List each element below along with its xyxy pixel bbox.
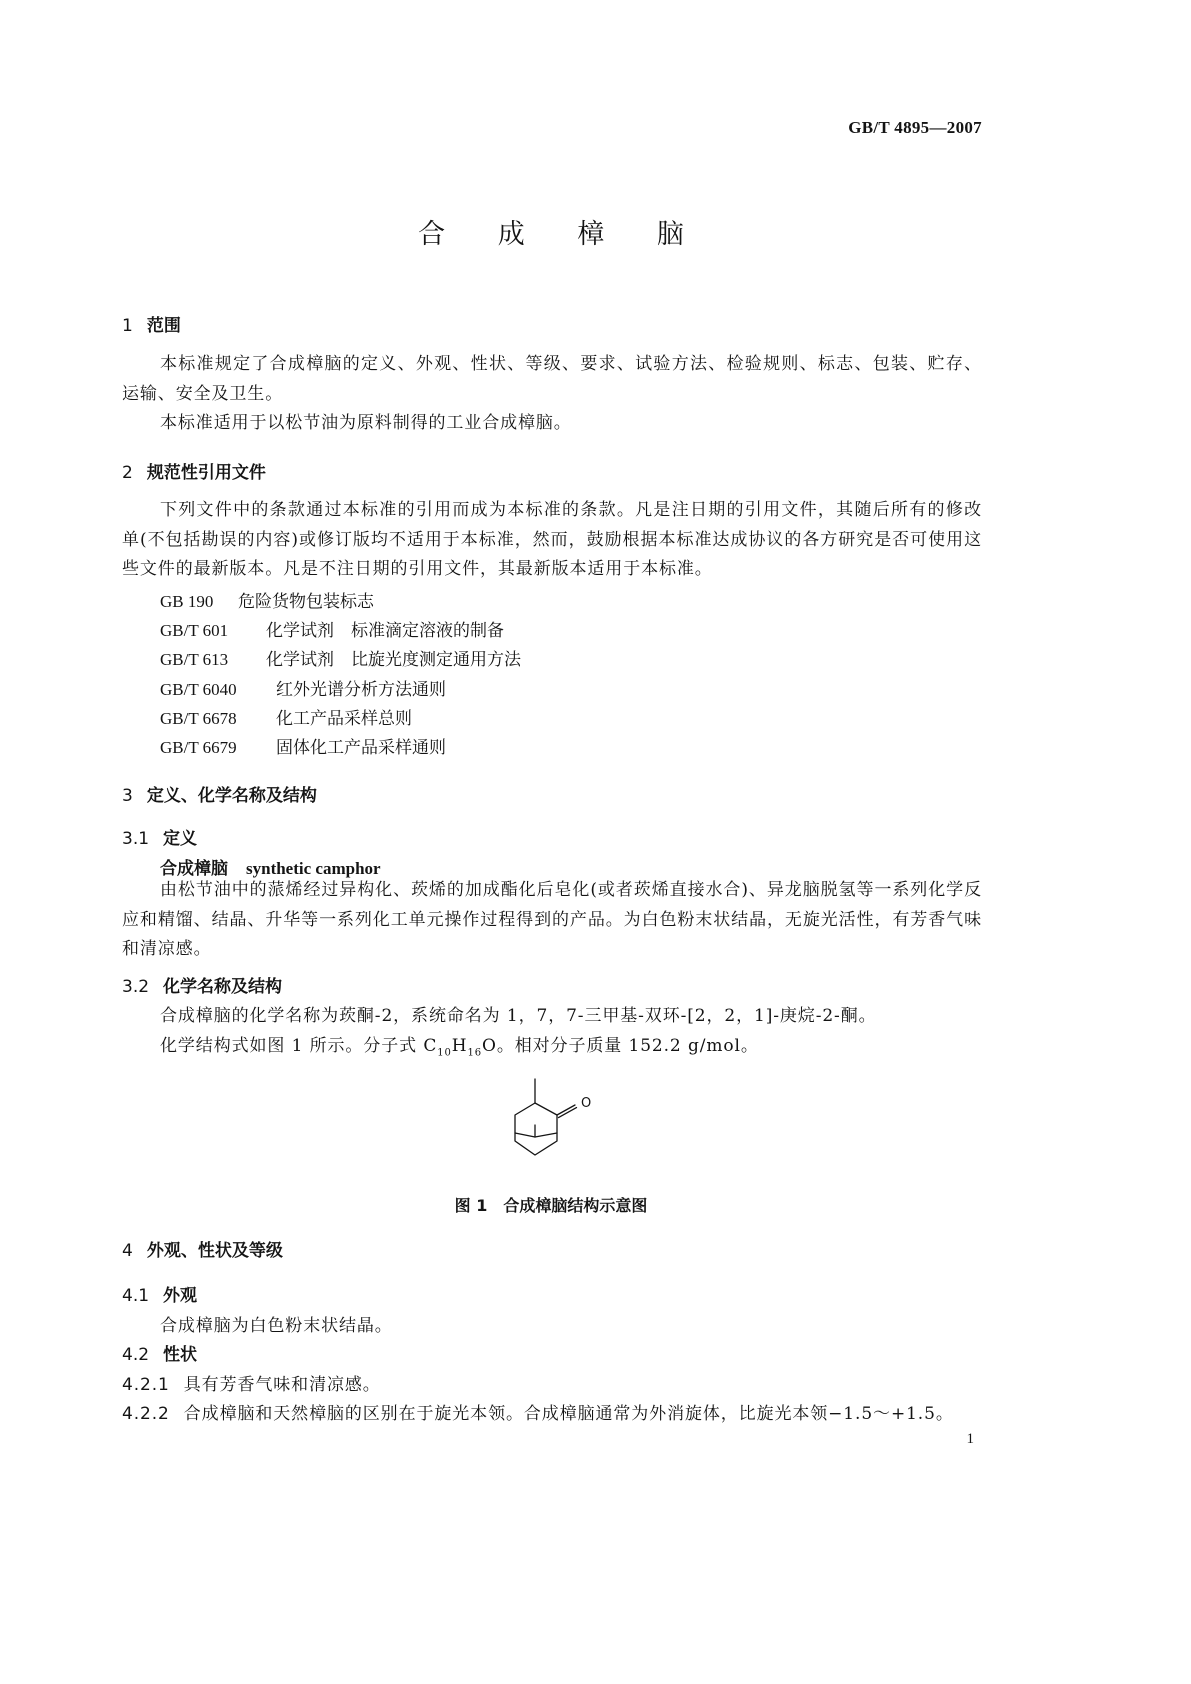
clause-number: 4.2.1 — [122, 1375, 170, 1395]
reference-code: GB/T 6679 — [160, 738, 237, 757]
bridge-bond-right — [535, 1133, 557, 1137]
reference-code: GB/T 613 — [160, 650, 229, 669]
section-number: 4.1 — [122, 1286, 150, 1306]
definition-paragraph: 由松节油中的蒎烯经过异构化、莰烯的加成酯化后皂化(或者莰烯直接水合)、异龙脑脱氢等一系列化学反应和精馏、结晶、升华等一系列化工单元操作过程得到的产品。为白色粉末状结晶，无旋光活性，有芳香气味和清凉感。 — [122, 880, 982, 959]
section-number: 4 — [122, 1241, 133, 1261]
section-number: 3 — [122, 786, 133, 806]
reference-code: GB/T 6678 — [160, 709, 237, 728]
section-title: 性状 — [163, 1345, 198, 1365]
reference-item — [160, 733, 446, 758]
formula-paragraph — [160, 1031, 759, 1058]
subsection-4-2-heading — [122, 1340, 197, 1365]
section-title: 化学名称及结构 — [163, 977, 283, 997]
page-title: 合 成 樟 脑 — [418, 219, 706, 250]
reference-name: 危险货物包装标志 — [238, 592, 374, 612]
clause-text: 合成樟脑和天然樟脑的区别在于旋光本领。合成樟脑通常为外消旋体，比旋光本领−1.5～+1.5。 — [183, 1404, 954, 1424]
reference-item — [160, 675, 446, 700]
section-number: 3.2 — [122, 977, 150, 997]
section-title: 范围 — [146, 316, 181, 336]
term-chinese: 合成樟脑 — [160, 859, 228, 879]
reference-code: GB 190 — [160, 592, 214, 611]
oxygen-label: O — [581, 1096, 592, 1111]
section-4-heading — [122, 1236, 283, 1261]
appearance-paragraph: 合成樟脑为白色粉末状结晶。 — [160, 1316, 393, 1336]
page-number: 1 — [966, 1431, 974, 1447]
clause-4-2-2 — [122, 1399, 954, 1424]
section-title: 外观、性状及等级 — [146, 1241, 283, 1261]
section-1-paragraph-1: 本标准规定了合成樟脑的定义、外观、性状、等级、要求、试验方法、检验规则、标志、包装、贮存、运输、安全及卫生。 — [122, 354, 982, 404]
standard-number: GB/T 4895—2007 — [848, 118, 982, 137]
ring-outline — [515, 1103, 557, 1155]
section-title: 定义、化学名称及结构 — [146, 786, 317, 806]
section-title: 外观 — [163, 1286, 198, 1306]
reference-name: 化学试剂 标准滴定溶液的制备 — [266, 621, 504, 641]
section-2-paragraph: 下列文件中的条款通过本标准的引用而成为本标准的条款。凡是注日期的引用文件，其随后所有的修改单(不包括勘误的内容)或修订版均不适用于本标准，然而，鼓励根据本标准达成协议的各方研究是否可使用这些文件的最新版本。凡是不注日期的引用文件，其最新版本适用于本标准。 — [122, 500, 982, 579]
subsection-4-1-heading — [122, 1281, 197, 1306]
section-number: 1 — [122, 316, 133, 336]
section-number: 3.1 — [122, 829, 150, 849]
reference-name: 化学试剂 比旋光度测定通用方法 — [266, 650, 521, 670]
reference-item — [160, 645, 521, 670]
camphor-structure-diagram — [505, 1075, 605, 1167]
reference-item — [160, 616, 504, 641]
reference-code: GB/T 6040 — [160, 680, 237, 699]
section-number: 4.2 — [122, 1345, 150, 1365]
reference-code: GB/T 601 — [160, 621, 229, 640]
clause-number: 4.2.2 — [122, 1404, 170, 1424]
figure-caption: 图 1 合成樟脑结构示意图 — [454, 1196, 648, 1215]
formula-subscript: 10 — [437, 1047, 452, 1059]
section-number: 2 — [122, 463, 133, 483]
section-1-heading — [122, 311, 181, 336]
term-english: synthetic camphor — [246, 859, 381, 878]
formula-text: 化学结构式如图 1 所示。分子式 C — [160, 1036, 438, 1056]
reference-name: 固体化工产品采样通则 — [276, 738, 446, 758]
reference-item — [160, 587, 374, 612]
reference-name: 化工产品采样总则 — [276, 709, 412, 729]
clause-text: 具有芳香气味和清凉感。 — [183, 1375, 381, 1395]
chemical-name-paragraph: 合成樟脑的化学名称为莰酮-2，系统命名为 1，7，7-三甲基-双环-[2，2，1]-庚烷-2-酮。 — [160, 1006, 877, 1026]
clause-4-2-1 — [122, 1370, 381, 1395]
section-2-heading — [122, 458, 266, 483]
formula-text: O。相对分子质量 152.2 g/mol。 — [482, 1036, 759, 1056]
formula-text: H — [451, 1036, 468, 1056]
section-1-paragraph-2: 本标准适用于以松节油为原料制得的工业合成樟脑。 — [160, 413, 572, 433]
reference-item — [160, 704, 412, 729]
reference-name: 红外光谱分析方法通则 — [276, 680, 446, 700]
subsection-3-1-heading — [122, 824, 197, 849]
formula-subscript: 16 — [467, 1047, 483, 1059]
bridge-bond-left — [515, 1133, 535, 1137]
section-title: 定义 — [163, 829, 198, 849]
section-title: 规范性引用文件 — [146, 463, 266, 483]
subsection-3-2-heading — [122, 972, 282, 997]
section-3-heading — [122, 781, 317, 806]
